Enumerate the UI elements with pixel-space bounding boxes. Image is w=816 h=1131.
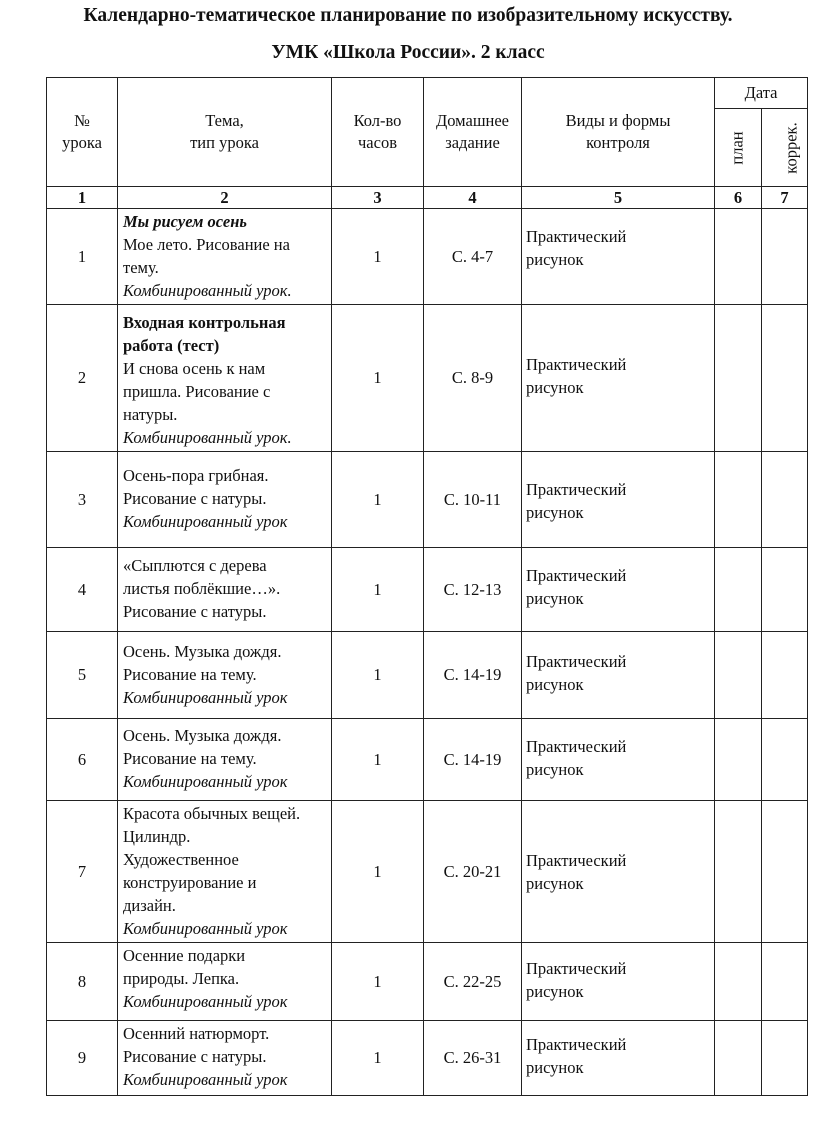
table-row: 9 Осенний натюрморт. Рисование с натуры. Комбинированный урок 1 С. 26-31 Практический рисунок: [47, 1021, 808, 1096]
table-row: 8 Осенние подарки природы. Лепка. Комбинированный урок 1 С. 22-25 Практический рисунок: [47, 943, 808, 1021]
table-row: 1 Мы рисуем осень Мое лето. Рисование на тему. Комбинированный урок. 1 С. 4-7 Практический рисунок: [47, 209, 808, 305]
table-row: 5 Осень. Музыка дождя. Рисование на тему. Комбинированный урок 1 С. 14-19 Практический рисунок: [47, 632, 808, 719]
document-title: Календарно-тематическое планирование по изобразительному искусству.: [83, 5, 733, 26]
table-row: 4 «Сыплются с дерева листья поблёкшие…». Рисование с натуры. 1 С. 12-13 Практический рисунок: [47, 548, 808, 632]
header-hours: Кол-во часов: [332, 78, 424, 187]
table-row: 6 Осень. Музыка дождя. Рисование на тему. Комбинированный урок 1 С. 14-19 Практический рисунок: [47, 719, 808, 801]
header-topic: Тема, тип урока: [118, 78, 332, 187]
document-subtitle: УМК «Школа России». 2 класс: [271, 42, 545, 63]
header-correction: коррек.: [762, 109, 808, 187]
lesson-plan-table: [46, 77, 808, 1096]
header-date: Дата: [715, 78, 808, 109]
table-row: 2 Входная контрольная работа (тест) И снова осень к нам пришла. Рисование с натуры. Комбинированный урок. 1 С. 8-9 Практический рисунок: [47, 305, 808, 452]
table-row: 3 Осень-пора грибная. Рисование с натуры. Комбинированный урок 1 С. 10-11 Практический рисунок: [47, 452, 808, 548]
header-homework: Домашнее задание: [424, 78, 522, 187]
header-lesson-number: № урока: [47, 78, 118, 187]
table-row: 7 Красота обычных вещей. Цилиндр. Художественное конструирование и дизайн. Комбинированный урок 1 С. 20-21 Практический рисунок: [47, 801, 808, 943]
header-plan: план: [715, 109, 762, 187]
column-number-row: 1 2 3 4 5 6 7: [47, 187, 808, 209]
header-control: Виды и формы контроля: [522, 78, 715, 187]
